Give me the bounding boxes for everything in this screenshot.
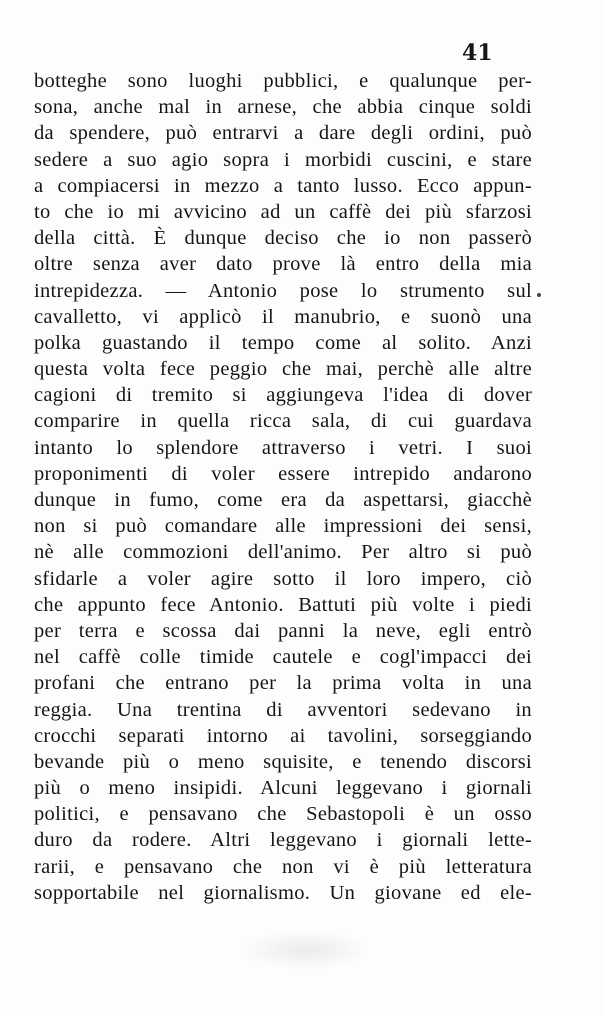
text-line: per terra e scossa dai panni la neve, egli entrò [34,619,532,642]
text-line: intanto lo splendore attraverso i vetri. I suoi [34,436,532,459]
text-line: della città. È dunque deciso che io non passerò [34,227,532,250]
text-line: duro da rodere. Altri leggevano i giornali lette- [34,829,532,852]
text-line: cagioni di tremito si aggiungeva l'idea di dover [34,384,532,407]
text-line: che appunto fece Antonio. Battuti più volte i piedi [34,593,532,616]
text-line: politici, e pensavano che Sebastopoli è un osso [34,803,532,826]
text-line: polka guastando il tempo come al solito. Anzi [34,331,532,354]
text-line: crocchi separati intorno ai tavolini, sorseggiando [34,724,532,747]
text-line: nè alle commozioni dell'animo. Per altro si può [34,541,532,564]
body-text [34,68,532,906]
page-number: 41 [462,40,493,66]
text-line: comparire in quella ricca sala, di cui guardava [34,410,532,433]
text-line: più o meno insipidi. Alcuni leggevano i giornali [34,777,532,800]
text-line: oltre senza aver dato prove là entro della mia [34,253,532,276]
bleed-through-smudge [240,930,370,970]
text-line: reggia. Una trentina di avventori sedevano in [34,698,532,721]
text-line: sopportabile nel giornalismo. Un giovane ed ele- [34,881,532,904]
text-line: to che io mi avvicino ad un caffè dei più sfarzosi [34,200,532,223]
text-line: dunque in fumo, come era da aspettarsi, giacchè [34,489,532,511]
text-line: botteghe sono luoghi pubblici, e qualunque per- [34,70,532,92]
text-line: a compiacersi in mezzo a tanto lusso. Ecco appun- [34,174,532,197]
text-line: sfidarle a voler agire sotto il loro impero, ciò [34,567,532,590]
text-line: da spendere, può entrarvi a dare degli ordini, può [34,122,532,145]
text-line: non si può comandare alle impressioni dei sensi, [34,515,532,538]
text-line: rarii, e pensavano che non vi è più letteratura [34,855,532,878]
text-line: questa volta fece peggio che mai, perchè alle altre [34,358,532,381]
text-line: profani che entrano per la prima volta in una [34,672,532,695]
text-line: cavalletto, vi applicò il manubrio, e suonò una [34,305,532,328]
text-line: sedere a suo agio sopra i morbidi cuscini, e stare [34,148,532,171]
text-line: bevande più o meno squisite, e tenendo discorsi [34,750,532,773]
text-line: nel caffè colle timide cautele e cogl'impacci dei [34,646,532,669]
text-line: proponimenti di voler essere intrepido andarono [34,462,532,485]
text-line: sona, anche mal in arnese, che abbia cinque soldi [34,96,532,119]
ink-speck [537,293,541,297]
text-line: intrepidezza. — Antonio pose lo strumento sul [34,279,532,302]
